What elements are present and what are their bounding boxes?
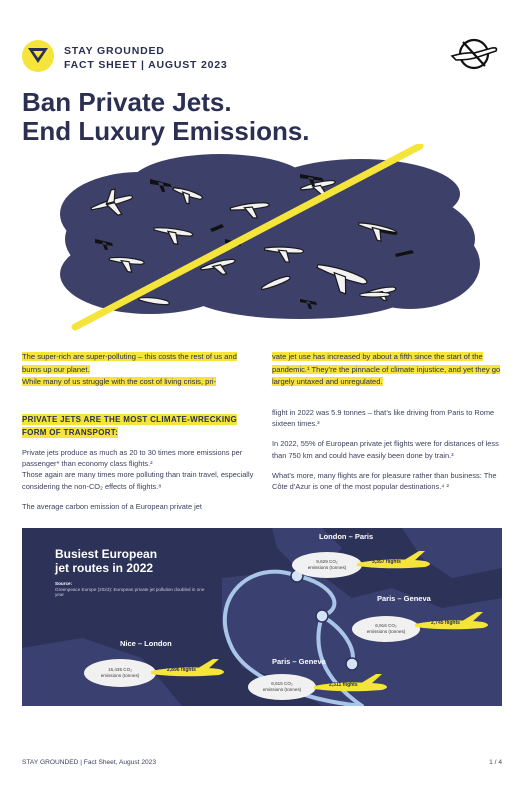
- map-source-label: Source:: [55, 581, 73, 586]
- body-paragraph-1: Private jets produce as much as 20 to 30 times more emissions per passenger* than economy class flights.²: [22, 448, 243, 469]
- intro-left-column: [22, 351, 252, 389]
- flights-count-london-paris: 3,357 flights: [372, 559, 401, 565]
- intro-paragraph-1: The super-rich are super-polluting – this costs the rest of us and burns up our planet.: [22, 352, 237, 374]
- title-line-1: Ban Private Jets.: [22, 87, 232, 117]
- body-paragraph-5: In 2022, 55% of European private jet flights were for distances of less than 750 km and could have easily been done by train.³: [272, 439, 499, 460]
- route-label-london-paris: London – Paris: [319, 532, 374, 541]
- map-title-line-2: jet routes in 2022: [55, 561, 154, 575]
- footer-text: STAY GROUNDED | Fact Sheet, August 2023: [22, 759, 157, 766]
- emissions-value: 15,435 CO₂: [107, 667, 132, 673]
- header: [22, 36, 502, 76]
- route-label-paris-geneva-2: Paris – Geneva: [272, 657, 326, 666]
- body-paragraph-3: The average carbon emission of a European private jet: [22, 501, 202, 511]
- emissions-cloud-nice-london: [84, 659, 156, 687]
- map-source-text: Greenpeace Europe (2023): European private jet pollution doubled in one year: [55, 586, 205, 598]
- stay-grounded-logo: [22, 40, 54, 72]
- emissions-cloud-paris-geneva-2: [248, 674, 316, 700]
- hero-illustration: [0, 144, 524, 338]
- route-label-nice-london: Nice – London: [120, 639, 172, 648]
- body-paragraph-4: flight in 2022 was 5.9 tonnes – that’s like driving from Paris to Rome sixteen times.³: [272, 408, 495, 429]
- no-plane-icon: [448, 36, 500, 72]
- body-paragraph-2: Those again are many times more polluting than train travel, especially considering the non-CO₂ effects of flights.⁸: [22, 470, 254, 491]
- intro-right-column: [272, 351, 504, 389]
- flights-count-paris-geneva-2: 2,311 flights: [329, 682, 358, 688]
- section-heading: [22, 413, 254, 439]
- map-source: [55, 581, 205, 598]
- section-heading-line-1: PRIVATE JETS ARE THE MOST CLIMATE-WRECKING: [22, 415, 237, 424]
- flights-count-paris-geneva: 2,745 flights: [431, 620, 460, 626]
- emissions-value: 6,916 CO₂: [375, 623, 397, 629]
- emissions-unit: emissions (tonnes): [366, 629, 406, 634]
- map-title-line-1: Busiest European: [55, 547, 158, 561]
- emissions-unit: emissions (tonnes): [307, 565, 347, 570]
- jet-routes-map: [22, 528, 502, 706]
- document-type: FACT SHEET | AUGUST 2023: [64, 59, 228, 71]
- body-paragraph-6: What’s more, many flights are for pleasure rather than business: The Côte d’Azur is one of the most popular destinations.⁴ ²: [272, 470, 497, 492]
- brand-name: STAY GROUNDED: [64, 45, 165, 57]
- page-number: 1 / 4: [489, 759, 502, 766]
- emissions-cloud-paris-geneva: [352, 616, 420, 642]
- body-right-column: [272, 407, 504, 501]
- emissions-value: 6,615 CO₂: [271, 681, 293, 687]
- brand-text: [64, 44, 228, 72]
- flights-count-nice-london: 2,896 flights: [167, 667, 196, 673]
- page-title: [22, 88, 502, 146]
- body-left-column: [22, 447, 254, 521]
- route-label-paris-geneva: Paris – Geneva: [377, 594, 431, 603]
- emissions-value: 9,629 CO₂: [316, 559, 338, 565]
- tiny-jet: [360, 292, 390, 297]
- footer: [22, 759, 502, 766]
- intro-paragraph-2: While many of us struggle with the cost of living crisis, pri-: [22, 377, 217, 386]
- intro-paragraph-3: vate jet use has increased by about a fifth since the start of the pandemic.¹ They’re the pinnacle of climate injustice, and yet they go largely untaxed and unregulated.: [272, 352, 501, 386]
- title-line-2: End Luxury Emissions.: [22, 116, 310, 146]
- emissions-cloud-london-paris: [292, 552, 362, 578]
- emissions-unit: emissions (tonnes): [262, 687, 302, 692]
- map-title: [55, 547, 157, 575]
- section-heading-line-2: FORM OF TRANSPORT:: [22, 428, 119, 437]
- emissions-unit: emissions (tonnes): [100, 673, 140, 678]
- cloud-shape: [60, 154, 480, 319]
